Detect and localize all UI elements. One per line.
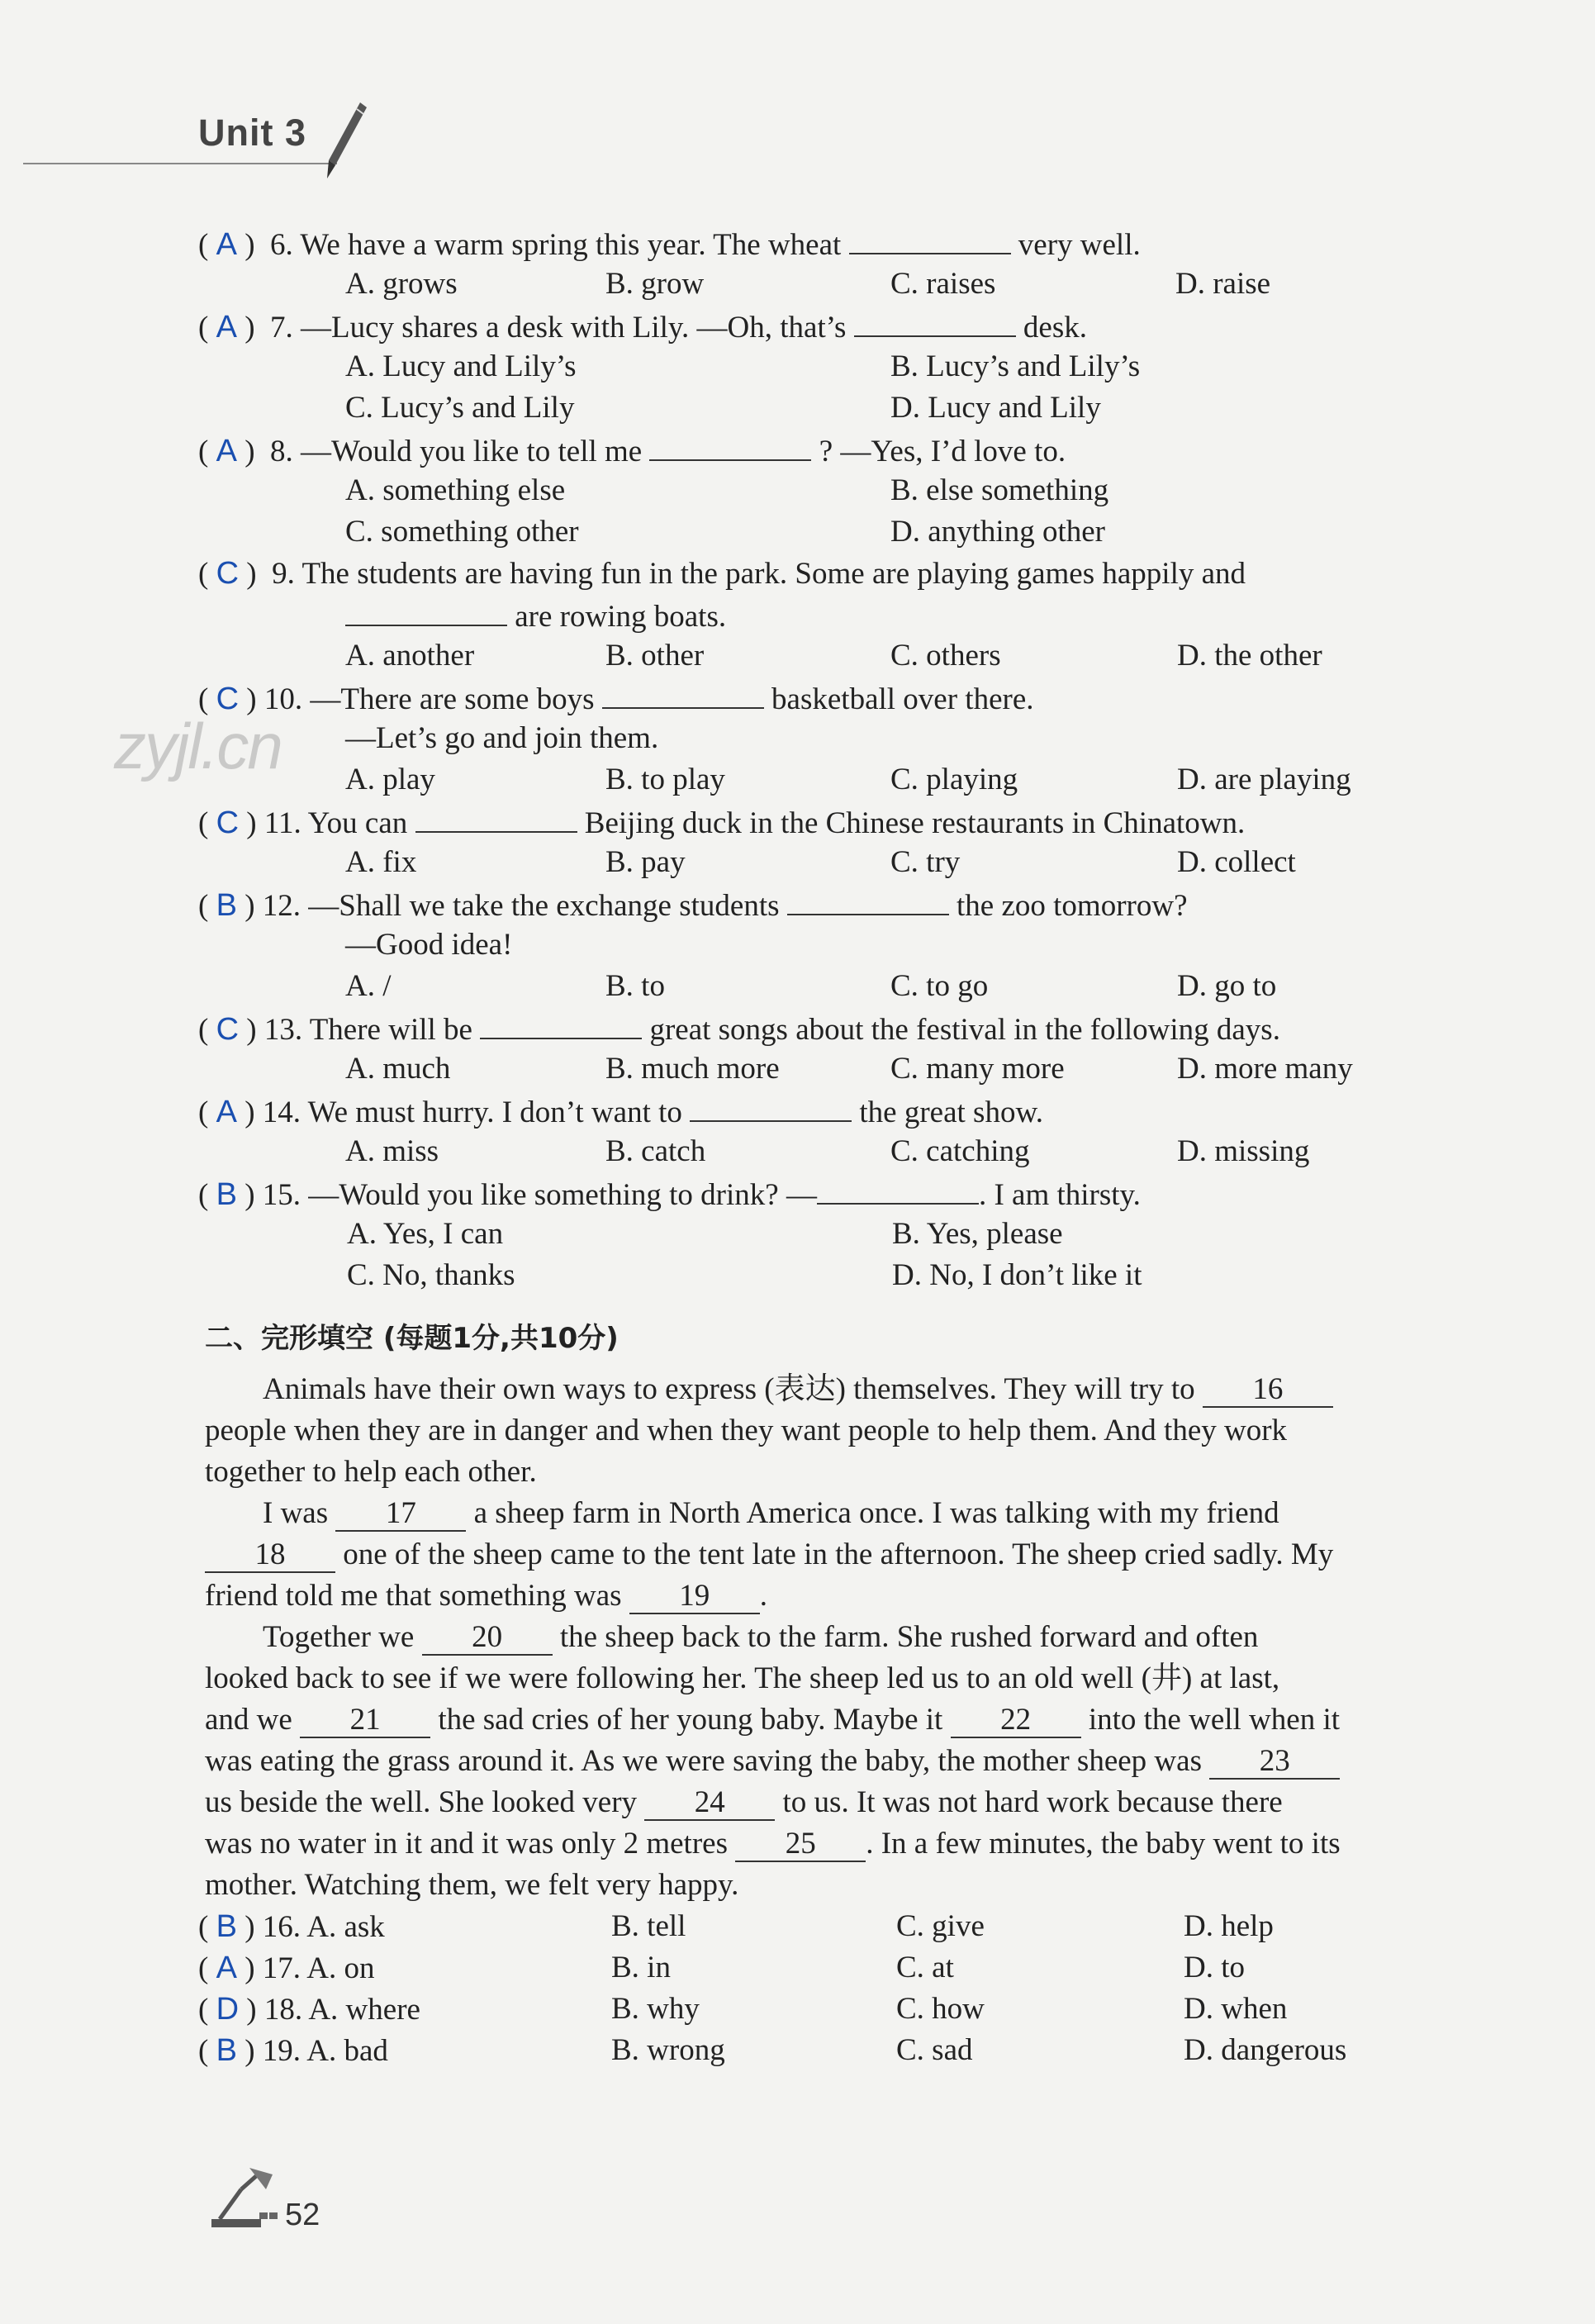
option: A. something else <box>345 473 566 507</box>
question-15: ( B ) 15. —Would you like something to drink? — . I am thirsty. <box>198 1175 1141 1214</box>
option: A. Lucy and Lily’s <box>345 349 577 383</box>
option: B. to <box>605 969 665 1003</box>
option: B. in <box>611 1951 671 1984</box>
passage-line: and we 21 the sad cries of her young baby. Maybe it 22 into the well when it <box>205 1703 1341 1737</box>
question-11: ( C ) 11. You can Beijing duck in the Chinese restaurants in Chinatown. <box>198 803 1245 842</box>
option: B. Yes, please <box>892 1217 1063 1251</box>
option: C. many more <box>890 1052 1065 1086</box>
option: A. fix <box>345 845 417 879</box>
passage-line: together to help each other. <box>205 1455 537 1489</box>
cloze-question-16: ( B ) 16. A. ask <box>198 1909 385 1944</box>
answer-blank[interactable] <box>415 803 577 833</box>
option: C. give <box>896 1909 985 1943</box>
passage-line: looked back to see if we were following her. The sheep led us to an old well (井) at last, <box>205 1661 1280 1695</box>
option: D. anything other <box>890 515 1105 549</box>
question-7: ( A ) 7. —Lucy shares a desk with Lily. —Oh, that’s desk. <box>198 307 1087 346</box>
page-number: 52 <box>285 2198 320 2232</box>
question-12: ( B ) 12. —Shall we take the exchange students the zoo tomorrow? <box>198 886 1188 924</box>
answer: A <box>216 310 237 345</box>
question-10-reply: —Let’s go and join them. <box>345 721 659 755</box>
cloze-blank-16[interactable]: 16 <box>1203 1371 1333 1408</box>
answer-blank[interactable] <box>602 679 764 709</box>
question-13: ( C ) 13. There will be great songs about the festival in the following days. <box>198 1010 1280 1048</box>
passage-line: Animals have their own ways to express (表达) themselves. They will try to 16 <box>263 1371 1333 1408</box>
option: D. to <box>1184 1951 1245 1984</box>
option: B. wrong <box>611 2033 725 2067</box>
passage-line: mother. Watching them, we felt very happy. <box>205 1868 739 1902</box>
answer-blank[interactable] <box>345 596 507 626</box>
answer: A <box>216 227 237 262</box>
question-14: ( A ) 14. We must hurry. I don’t want to the great show. <box>198 1092 1043 1131</box>
option: D. missing <box>1177 1134 1310 1168</box>
passage-line: people when they are in danger and when they want people to help them. And they work <box>205 1414 1288 1447</box>
option: D. Lucy and Lily <box>890 391 1101 425</box>
option: C. others <box>890 639 1001 672</box>
option: B. Lucy’s and Lily’s <box>890 349 1141 383</box>
answer: C <box>216 682 240 716</box>
option: C. at <box>896 1951 954 1984</box>
header-rule <box>23 163 337 164</box>
option: A. much <box>345 1052 451 1086</box>
cloze-blank-18[interactable]: 18 <box>205 1537 335 1573</box>
option: D. when <box>1184 1992 1288 2026</box>
option: B. else something <box>890 473 1109 507</box>
answer: C <box>216 806 240 840</box>
passage-line: 18 one of the sheep came to the tent late in the afternoon. The sheep cried sadly. My <box>205 1537 1333 1573</box>
option: B. to play <box>605 763 725 796</box>
cloze-blank-21[interactable]: 21 <box>300 1702 430 1738</box>
option: C. sad <box>896 2033 973 2067</box>
cloze-blank-24[interactable]: 24 <box>644 1785 775 1821</box>
option: D. collect <box>1177 845 1296 879</box>
option: C. how <box>896 1992 985 2026</box>
option: C. playing <box>890 763 1018 796</box>
question-8: ( A ) 8. —Would you like to tell me ? —Yes, I’d love to. <box>198 431 1066 470</box>
cloze-blank-17[interactable]: 17 <box>335 1495 466 1532</box>
cloze-blank-25[interactable]: 25 <box>735 1826 866 1862</box>
option: C. No, thanks <box>347 1258 515 1292</box>
cloze-question-17: ( A ) 17. A. on <box>198 1951 375 1985</box>
answer-blank[interactable] <box>690 1092 852 1122</box>
answer: C <box>216 556 240 591</box>
option: C. Lucy’s and Lily <box>345 391 575 425</box>
answer-blank[interactable] <box>849 225 1011 254</box>
option: A. another <box>345 639 475 672</box>
option: D. No, I don’t like it <box>892 1258 1142 1292</box>
answer-blank[interactable] <box>649 431 811 461</box>
option: B. other <box>605 639 705 672</box>
question-9: ( C ) 9. The students are having fun in the park. Some are playing games happily and <box>198 556 1246 591</box>
option: A. miss <box>345 1134 439 1168</box>
option: C. to go <box>890 969 989 1003</box>
option: B. why <box>611 1992 700 2026</box>
option: C. raises <box>890 267 996 301</box>
passage-line: Together we 20 the sheep back to the farm. She rushed forward and often <box>263 1620 1259 1654</box>
answer: A <box>216 1095 237 1129</box>
question-6: ( A ) 6. We have a warm spring this year. The wheat very well. <box>198 225 1141 264</box>
answer: D <box>216 1992 240 2027</box>
option: B. grow <box>605 267 705 301</box>
option: D. raise <box>1175 267 1271 301</box>
answer: A <box>216 1951 237 1985</box>
option: A. Yes, I can <box>347 1217 504 1251</box>
option: D. help <box>1184 1909 1274 1943</box>
question-12-reply: —Good idea! <box>345 928 513 962</box>
option: B. pay <box>605 845 686 879</box>
option: B. much more <box>605 1052 780 1086</box>
answer: B <box>216 2033 237 2068</box>
answer-blank[interactable] <box>787 886 949 915</box>
passage-line: us beside the well. She looked very 24 to us. It was not hard work because there <box>205 1785 1283 1819</box>
passage-line: was eating the grass around it. As we were saving the baby, the mother sheep was 23 <box>205 1743 1340 1780</box>
option: D. the other <box>1177 639 1322 672</box>
answer-blank[interactable] <box>817 1175 979 1205</box>
option: B. tell <box>611 1909 686 1943</box>
option: C. try <box>890 845 961 879</box>
option: D. more many <box>1177 1052 1353 1086</box>
answer: A <box>216 434 237 468</box>
option: A. play <box>345 763 435 796</box>
pen-icon <box>320 99 370 182</box>
cloze-question-18: ( D ) 18. A. where <box>198 1992 420 2027</box>
answer: B <box>216 1909 237 1944</box>
watermark: zyjl.cn <box>114 710 282 782</box>
option: D. are playing <box>1177 763 1351 796</box>
section-title: 二、完形填空 (每题1分,共10分) <box>205 1322 619 1355</box>
question-10: ( C ) 10. —There are some boys basketball over there. <box>198 679 1034 718</box>
option: C. catching <box>890 1134 1030 1168</box>
option: B. catch <box>605 1134 706 1168</box>
desk-lamp-icon <box>208 2165 282 2231</box>
option: D. go to <box>1177 969 1277 1003</box>
unit-title: Unit 3 <box>198 112 307 154</box>
cloze-blank-23[interactable]: 23 <box>1209 1743 1340 1780</box>
answer-blank[interactable] <box>854 307 1016 337</box>
answer: B <box>216 888 237 923</box>
cloze-blank-22[interactable]: 22 <box>951 1702 1081 1738</box>
passage-line: I was 17 a sheep farm in North America once. I was talking with my friend <box>263 1496 1279 1530</box>
passage-line: friend told me that something was 19 . <box>205 1579 768 1613</box>
passage-line: was no water in it and it was only 2 metres 25 . In a few minutes, the baby went to its <box>205 1827 1341 1861</box>
option: A. / <box>345 969 392 1003</box>
cloze-question-19: ( B ) 19. A. bad <box>198 2033 388 2068</box>
question-9-line2: are rowing boats. <box>345 596 726 635</box>
answer: B <box>216 1177 237 1212</box>
answer: C <box>216 1012 240 1047</box>
cloze-blank-19[interactable]: 19 <box>629 1578 760 1614</box>
answer-blank[interactable] <box>480 1010 642 1039</box>
option: A. grows <box>345 267 458 301</box>
cloze-blank-20[interactable]: 20 <box>422 1619 553 1656</box>
option: C. something other <box>345 515 579 549</box>
option: D. dangerous <box>1184 2033 1347 2067</box>
